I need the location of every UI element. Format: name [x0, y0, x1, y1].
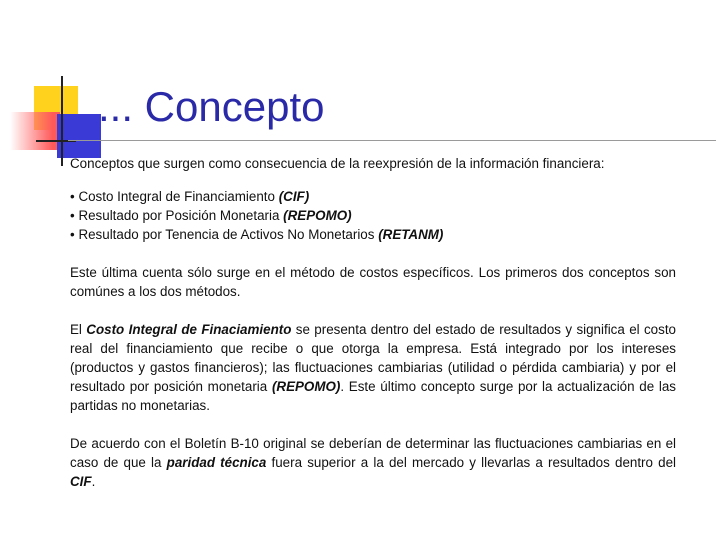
bullet-item-repomo: [70, 206, 676, 225]
bullet-list: [70, 187, 676, 244]
paragraph-metodos: Este última cuenta sólo surge en el método de costos específicos. Los primeros dos conceptos son comúnes a los dos métodos.: [70, 265, 676, 299]
text-run: .: [91, 474, 96, 489]
paragraph-cif: [70, 320, 676, 415]
paragraph-boletin: [70, 434, 676, 491]
emphasis-term: CIF: [70, 474, 92, 489]
text-run: De acuerdo con el Boletín B-10 original se deberían de determinar las fluctuaciones cambiarias en el caso de que la: [70, 436, 676, 470]
bullet-item-retanm: [70, 225, 676, 244]
bullet-abbr: (CIF): [278, 189, 310, 204]
text-run: . Este último concepto surge por la actualización de las partidas no monetarias.: [70, 379, 676, 413]
bullet-text: Resultado por Posición Monetaria: [78, 208, 280, 223]
text-run: se presenta dentro del estado de resultados y significa el costo real del financiamiento que recibe o que otorga la empresa. Está integrado por los intereses (productos y gastos financieros); las fluctuaciones cambiarias (utilidad o pérdida cambiaria) y por el resultado por posición monetaria: [70, 322, 676, 394]
bullet-text: Resultado por Tenencia de Activos No Monetarios: [78, 227, 375, 242]
bullet-text: Costo Integral de Financiamiento: [78, 189, 275, 204]
decor-vertical-line: [61, 76, 63, 166]
slide-body: [70, 154, 676, 510]
decor-red-gradient-bar: [10, 112, 60, 150]
bullet-icon: •: [70, 208, 75, 223]
emphasis-term: paridad técnica: [166, 455, 267, 470]
emphasis-term: (REPOMO): [271, 379, 341, 394]
bullet-abbr: (REPOMO): [283, 208, 352, 223]
slide-title: ... Concepto: [98, 83, 325, 130]
decor-blue-square: [57, 114, 101, 158]
bullet-icon: •: [70, 227, 75, 242]
text-run: fuera superior a la del mercado y llevarlas a resultados dentro del: [266, 455, 677, 470]
intro-text: Conceptos que surgen como consecuencia de la reexpresión de la información financiera:: [70, 156, 605, 171]
bullet-icon: •: [70, 189, 75, 204]
bullet-abbr: (RETANM): [378, 227, 444, 242]
text-run: El: [70, 322, 87, 337]
bullet-item-cif: [70, 187, 676, 206]
emphasis-term: Costo Integral de Finaciamiento: [86, 322, 292, 337]
title-underline: [68, 140, 716, 141]
